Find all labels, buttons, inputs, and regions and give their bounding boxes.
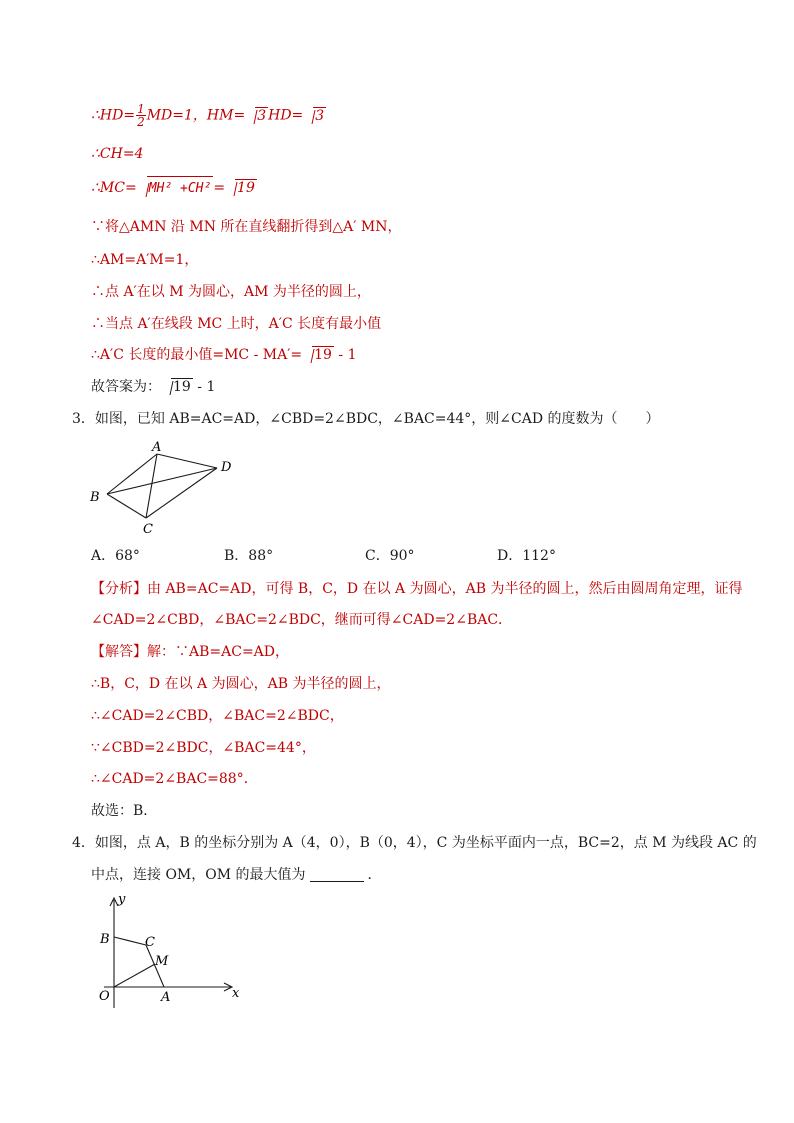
sqrt-3b: 3 [304,106,326,126]
label-o: O [99,989,110,1004]
q3-step-4: ∴∠CAD=2∠BAC=88°． [91,771,258,787]
sqrt-3a: 3 [246,106,268,126]
seg-ad [157,454,217,468]
q3-step-2: ∴∠CAD=2∠CBD，∠BAC=2∠BDC， [91,708,344,724]
seg-ac [146,454,157,518]
q3-option-b: B．88° [224,548,274,564]
sqrt-19a: 19 [226,178,257,198]
seg-bc [107,494,146,518]
q3-analysis-2: ∠CAD=2∠CBD，∠BAC=2∠BDC，继而可得∠CAD=2∠BAC． [91,612,513,628]
label-b: B [100,932,110,947]
q3-option-c: C．90° [365,548,415,564]
label-x: x [232,986,240,1001]
label-a: A [161,990,171,1005]
sol-line-fold: ∵将△AMN 沿 MN 所在直线翻折得到△A′ MN， [91,219,402,235]
label-y: y [118,892,126,907]
sol-line-ch: ∴CH=4 [91,146,144,162]
q3-step-3: ∵∠CBD=2∠BDC，∠BAC=44°， [91,740,316,756]
sol-line-circle: ∴点 A′在以 M 为圆心，AM 为半径的圆上， [91,284,371,300]
q4-figure [90,888,250,1013]
sqrt-mh-ch: MH² +CH² [138,176,214,199]
sqrt-19c: 19 [162,377,193,397]
analysis-tag: 【分析】 [91,581,147,597]
q3-answer-1: 【解答】解：∵AB=AC=AD， [91,644,290,660]
seg-bc [114,937,146,945]
seg-cd [146,468,217,518]
q3-figure [86,438,246,538]
seg-om [114,964,155,987]
answer-tag: 【解答】 [91,644,147,660]
label-a: A [152,440,162,455]
label-c: C [143,522,153,537]
sol-line-hd: ∴HD= $\frac{1}{2}$ MD=1，HM= 3 HD= 3 [91,102,325,129]
label-b: B [90,490,100,505]
q3-option-d: D．112° [497,548,556,564]
sqrt-19b: 19 [303,345,334,365]
sol-line-am: ∴AM=A′M=1， [91,252,199,268]
sol-line-mc: ∴MC= MH² +CH² = 19 [91,176,257,199]
answer-blank[interactable] [310,869,364,882]
sol-line-min: ∴当点 A′在线段 MC 上时，A′C 长度有最小值 [91,316,382,332]
q3-option-a: A．68° [91,548,140,564]
label-c: C [145,935,155,950]
label-m: M [155,954,169,969]
q3-stem: 3．如图，已知 AB=AC=AD，∠CBD=2∠BDC，∠BAC=44°，则∠CAD 的度数为（ ） [72,411,660,427]
q3-choice: 故选：B． [91,803,158,819]
sol-line-minval: ∴A′C 长度的最小值=MC - MA′= 19 - 1 [91,347,357,363]
q4-line-1: 4．如图，点 A，B 的坐标分别为 A（4，0），B（0，4），C 为坐标平面内一点，BC=2，点 M 为线段 AC 的 [72,835,757,851]
q4-line-2: 中点，连接 OM，OM 的最大值为 ． [91,867,382,883]
fraction-half: $\frac{1}{2}$ [137,102,145,129]
label-d: D [221,460,232,475]
q3-analysis-1: 【分析】由 AB=AC=AD，可得 B，C，D 在以 A 为圆心，AB 为半径的圆上，然后由圆周角定理，证得 [91,581,743,597]
sol-answer: 故答案为： 19 - 1 [91,379,216,395]
q3-step-1: ∴B，C，D 在以 A 为圆心，AB 为半径的圆上， [91,676,391,692]
